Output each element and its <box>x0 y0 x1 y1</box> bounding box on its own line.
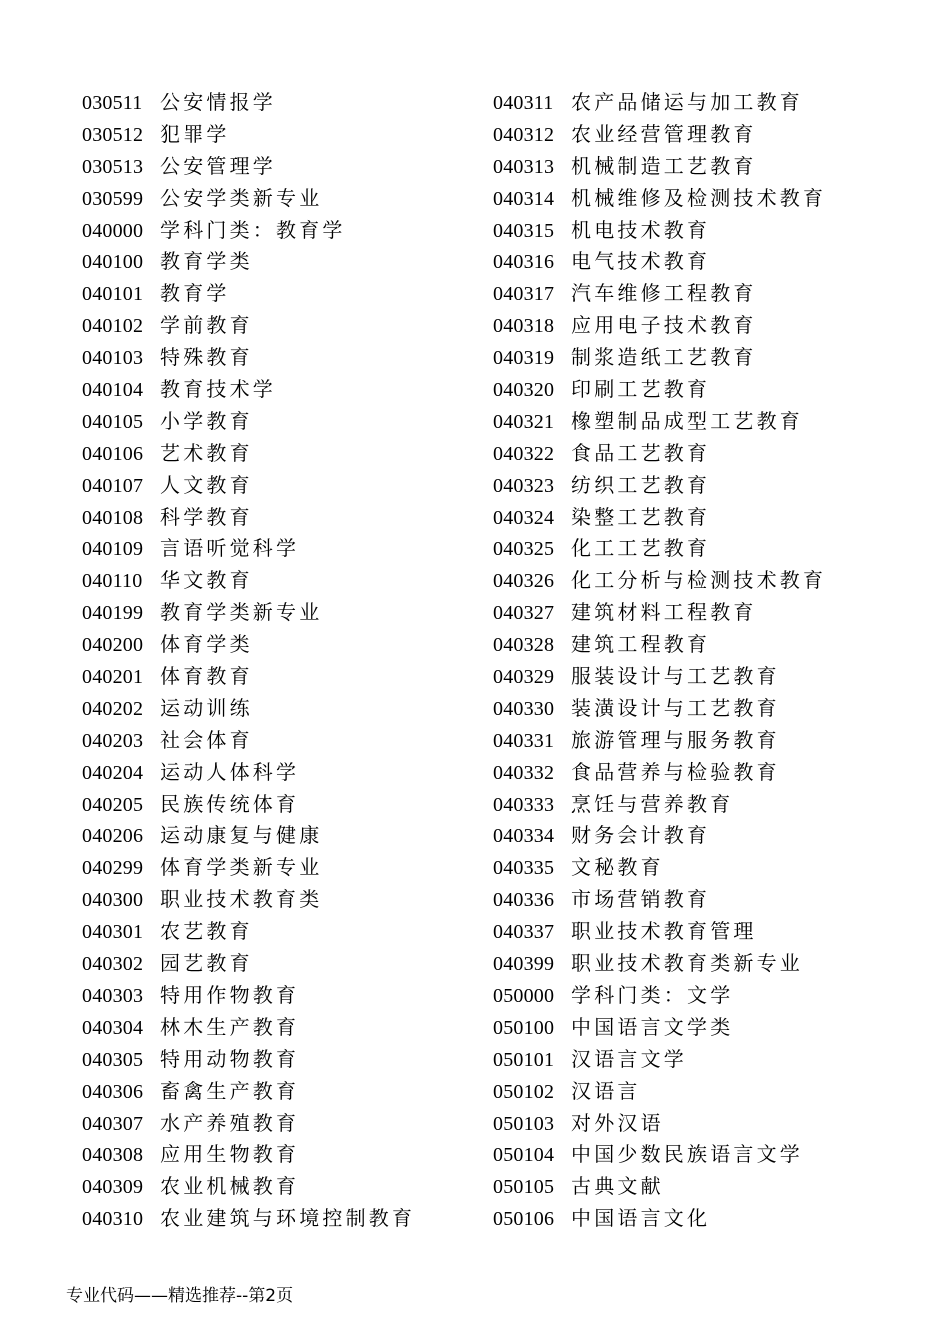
entry-name: 水产养殖教育 <box>160 1110 300 1135</box>
entry-name: 园艺教育 <box>160 951 253 976</box>
entry-code: 040104 <box>82 379 144 402</box>
code-entry <box>82 438 415 470</box>
entry-code: 040300 <box>82 889 144 912</box>
code-entry <box>82 183 415 215</box>
code-entry <box>82 916 415 948</box>
code-entry <box>493 916 826 948</box>
entry-name: 教育技术学 <box>160 377 276 402</box>
code-entry <box>493 533 826 565</box>
entry-name: 汽车维修工程教育 <box>571 281 757 306</box>
entry-code: 040108 <box>82 506 144 529</box>
entry-name: 运动康复与健康 <box>160 823 323 848</box>
entry-code: 040333 <box>493 793 555 816</box>
code-entry <box>493 374 826 406</box>
code-entry <box>82 629 415 661</box>
entry-name: 农业机械教育 <box>160 1174 300 1199</box>
entry-name: 机电技术教育 <box>571 217 711 242</box>
entry-name: 民族传统体育 <box>160 791 300 816</box>
entry-name: 食品营养与检验教育 <box>571 759 780 784</box>
code-entry <box>493 1139 826 1171</box>
entry-name: 艺术教育 <box>160 440 253 465</box>
code-entry <box>82 693 415 725</box>
entry-name: 农艺教育 <box>160 919 253 944</box>
entry-name: 印刷工艺教育 <box>571 377 711 402</box>
code-entry <box>493 119 826 151</box>
code-entry <box>493 948 826 980</box>
entry-name: 职业技术教育类 <box>160 887 323 912</box>
code-entry <box>493 183 826 215</box>
entry-name: 汉语言文学 <box>571 1046 687 1071</box>
entry-name: 纺织工艺教育 <box>571 472 711 497</box>
entry-code: 040203 <box>82 729 144 752</box>
code-entry <box>82 151 415 183</box>
code-entry <box>493 1012 826 1044</box>
left-code-column <box>82 87 415 1235</box>
code-entry <box>82 406 415 438</box>
entry-name: 化工分析与检测技术教育 <box>571 568 827 593</box>
entry-code: 040304 <box>82 1016 144 1039</box>
entry-code: 040110 <box>82 570 143 593</box>
code-entry <box>493 1171 826 1203</box>
entry-name: 社会体育 <box>160 727 253 752</box>
code-entry <box>493 1076 826 1108</box>
entry-name: 学科门类：文学 <box>571 982 734 1007</box>
entry-code: 040331 <box>493 729 555 752</box>
entry-name: 制浆造纸工艺教育 <box>571 345 757 370</box>
entry-name: 职业技术教育类新专业 <box>571 951 803 976</box>
entry-code: 040330 <box>493 697 555 720</box>
code-entry <box>493 1108 826 1140</box>
code-entry <box>82 1108 415 1140</box>
code-entry <box>493 310 826 342</box>
entry-name: 橡塑制品成型工艺教育 <box>571 408 803 433</box>
code-entry <box>493 852 826 884</box>
code-entry <box>82 661 415 693</box>
entry-code: 050106 <box>493 1208 555 1231</box>
entry-name: 华文教育 <box>160 568 253 593</box>
entry-name: 机械维修及检测技术教育 <box>571 185 827 210</box>
entry-name: 建筑材料工程教育 <box>571 600 757 625</box>
entry-name: 旅游管理与服务教育 <box>571 727 780 752</box>
entry-name: 教育学类新专业 <box>160 600 323 625</box>
entry-code: 040107 <box>82 474 144 497</box>
code-entry <box>82 215 415 247</box>
entry-code: 040312 <box>493 123 555 146</box>
code-entry <box>493 757 826 789</box>
entry-name: 运动人体科学 <box>160 759 300 784</box>
entry-code: 040204 <box>82 761 144 784</box>
code-entry <box>493 342 826 374</box>
entry-name: 职业技术教育管理 <box>571 919 757 944</box>
code-entry <box>493 278 826 310</box>
entry-code: 030512 <box>82 123 144 146</box>
code-entry <box>493 565 826 597</box>
entry-name: 染整工艺教育 <box>571 504 711 529</box>
code-entry <box>82 1139 415 1171</box>
entry-name: 对外汉语 <box>571 1110 664 1135</box>
code-entry <box>82 1076 415 1108</box>
code-entry <box>82 980 415 1012</box>
code-entry <box>493 980 826 1012</box>
entry-code: 050105 <box>493 1176 555 1199</box>
entry-code: 030599 <box>82 187 144 210</box>
entry-name: 装潢设计与工艺教育 <box>571 695 780 720</box>
entry-code: 040201 <box>82 666 144 689</box>
entry-code: 040206 <box>82 825 144 848</box>
entry-code: 050101 <box>493 1048 555 1071</box>
code-entry <box>493 87 826 119</box>
entry-name: 农业经营管理教育 <box>571 121 757 146</box>
entry-code: 040319 <box>493 347 555 370</box>
entry-name: 应用电子技术教育 <box>571 313 757 338</box>
code-entry <box>82 1012 415 1044</box>
entry-name: 特用动物教育 <box>160 1046 300 1071</box>
entry-name: 应用生物教育 <box>160 1142 300 1167</box>
entry-name: 特用作物教育 <box>160 982 300 1007</box>
entry-name: 汉语言 <box>571 1078 641 1103</box>
entry-code: 040101 <box>82 283 144 306</box>
entry-code: 040317 <box>493 283 555 306</box>
entry-code: 040322 <box>493 442 555 465</box>
entry-name: 学科门类：教育学 <box>160 217 346 242</box>
entry-code: 040313 <box>493 155 555 178</box>
entry-name: 电气技术教育 <box>571 249 711 274</box>
entry-code: 040109 <box>82 538 144 561</box>
code-entry <box>493 215 826 247</box>
code-entry <box>82 310 415 342</box>
entry-name: 小学教育 <box>160 408 253 433</box>
entry-name: 文秘教育 <box>571 855 664 880</box>
code-entry <box>82 374 415 406</box>
code-entry <box>493 406 826 438</box>
code-entry <box>493 597 826 629</box>
entry-name: 农业建筑与环境控制教育 <box>160 1206 416 1231</box>
entry-code: 040337 <box>493 921 555 944</box>
code-entry <box>82 502 415 534</box>
entry-code: 050100 <box>493 1016 555 1039</box>
entry-code: 050103 <box>493 1112 555 1135</box>
entry-name: 言语听觉科学 <box>160 536 300 561</box>
entry-name: 林木生产教育 <box>160 1014 300 1039</box>
entry-code: 040327 <box>493 602 555 625</box>
code-entry <box>493 438 826 470</box>
entry-name: 畜禽生产教育 <box>160 1078 300 1103</box>
entry-code: 040202 <box>82 697 144 720</box>
entry-code: 050104 <box>493 1144 555 1167</box>
code-entry <box>82 884 415 916</box>
entry-code: 040399 <box>493 953 555 976</box>
code-entry <box>493 661 826 693</box>
entry-code: 050102 <box>493 1080 555 1103</box>
entry-code: 040314 <box>493 187 555 210</box>
entry-code: 040199 <box>82 602 144 625</box>
entry-code: 040307 <box>82 1112 144 1135</box>
entry-code: 040103 <box>82 347 144 370</box>
entry-name: 财务会计教育 <box>571 823 711 848</box>
code-entry <box>493 1044 826 1076</box>
code-entry <box>82 87 415 119</box>
entry-code: 040200 <box>82 634 144 657</box>
entry-name: 体育学类 <box>160 632 253 657</box>
code-entry <box>82 725 415 757</box>
entry-code: 040325 <box>493 538 555 561</box>
entry-code: 040306 <box>82 1080 144 1103</box>
entry-name: 服装设计与工艺教育 <box>571 664 780 689</box>
entry-name: 人文教育 <box>160 472 253 497</box>
code-entry <box>82 1171 415 1203</box>
entry-code: 040323 <box>493 474 555 497</box>
code-entry <box>493 1203 826 1235</box>
code-entry <box>82 342 415 374</box>
entry-code: 050000 <box>493 984 555 1007</box>
entry-code: 040303 <box>82 984 144 1007</box>
entry-code: 040320 <box>493 379 555 402</box>
entry-code: 040311 <box>493 92 554 114</box>
code-entry <box>493 246 826 278</box>
entry-code: 040334 <box>493 825 555 848</box>
entry-code: 040105 <box>82 410 144 433</box>
right-code-column <box>493 87 826 1235</box>
entry-code: 030511 <box>82 92 143 114</box>
entry-code: 040102 <box>82 315 144 338</box>
entry-code: 040326 <box>493 570 555 593</box>
entry-name: 体育学类新专业 <box>160 855 323 880</box>
code-entry <box>493 884 826 916</box>
code-entry <box>82 1203 415 1235</box>
entry-code: 040318 <box>493 315 555 338</box>
code-entry <box>493 693 826 725</box>
entry-name: 中国语言文学类 <box>571 1014 734 1039</box>
code-entry <box>493 820 826 852</box>
code-entry <box>82 757 415 789</box>
entry-code: 040310 <box>82 1208 144 1231</box>
code-entry <box>82 565 415 597</box>
entry-name: 食品工艺教育 <box>571 440 711 465</box>
entry-code: 040301 <box>82 921 144 944</box>
entry-code: 040336 <box>493 889 555 912</box>
entry-name: 市场营销教育 <box>571 887 711 912</box>
entry-name: 犯罪学 <box>160 121 230 146</box>
entry-code: 040324 <box>493 506 555 529</box>
code-entry <box>493 789 826 821</box>
entry-code: 040302 <box>82 953 144 976</box>
entry-name: 烹饪与营养教育 <box>571 791 734 816</box>
code-entry <box>82 533 415 565</box>
code-entry <box>82 246 415 278</box>
entry-name: 公安学类新专业 <box>160 185 323 210</box>
code-entry <box>82 470 415 502</box>
entry-name: 教育学 <box>160 281 230 306</box>
entry-code: 040309 <box>82 1176 144 1199</box>
code-entry <box>493 151 826 183</box>
code-entry <box>82 852 415 884</box>
code-entry <box>82 820 415 852</box>
entry-code: 040106 <box>82 442 144 465</box>
entry-code: 030513 <box>82 155 144 178</box>
code-entry <box>82 597 415 629</box>
code-entry <box>82 278 415 310</box>
entry-name: 教育学类 <box>160 249 253 274</box>
code-entry <box>82 119 415 151</box>
entry-name: 运动训练 <box>160 695 253 720</box>
code-entry <box>82 1044 415 1076</box>
code-entry <box>493 629 826 661</box>
entry-name: 公安情报学 <box>160 90 276 114</box>
entry-code: 040308 <box>82 1144 144 1167</box>
code-entry <box>493 502 826 534</box>
entry-name: 古典文献 <box>571 1174 664 1199</box>
entry-code: 040316 <box>493 251 555 274</box>
entry-code: 040328 <box>493 634 555 657</box>
entry-code: 040315 <box>493 219 555 242</box>
code-entry <box>493 725 826 757</box>
entry-name: 学前教育 <box>160 313 253 338</box>
code-entry <box>82 789 415 821</box>
entry-name: 机械制造工艺教育 <box>571 153 757 178</box>
entry-name: 农产品储运与加工教育 <box>571 90 803 114</box>
code-entry <box>493 470 826 502</box>
entry-name: 特殊教育 <box>160 345 253 370</box>
entry-code: 040329 <box>493 666 555 689</box>
entry-code: 040299 <box>82 857 144 880</box>
entry-code: 040305 <box>82 1048 144 1071</box>
entry-code: 040100 <box>82 251 144 274</box>
entry-name: 化工工艺教育 <box>571 536 711 561</box>
entry-code: 040205 <box>82 793 144 816</box>
entry-name: 中国语言文化 <box>571 1206 711 1231</box>
entry-name: 体育教育 <box>160 664 253 689</box>
entry-name: 科学教育 <box>160 504 253 529</box>
entry-code: 040321 <box>493 410 555 433</box>
entry-code: 040000 <box>82 219 144 242</box>
entry-name: 中国少数民族语言文学 <box>571 1142 803 1167</box>
code-entry <box>82 948 415 980</box>
entry-name: 公安管理学 <box>160 153 276 178</box>
entry-code: 040332 <box>493 761 555 784</box>
entry-name: 建筑工程教育 <box>571 632 711 657</box>
entry-code: 040335 <box>493 857 555 880</box>
page-footer: 专业代码——精选推荐--第2页 <box>66 1286 294 1306</box>
